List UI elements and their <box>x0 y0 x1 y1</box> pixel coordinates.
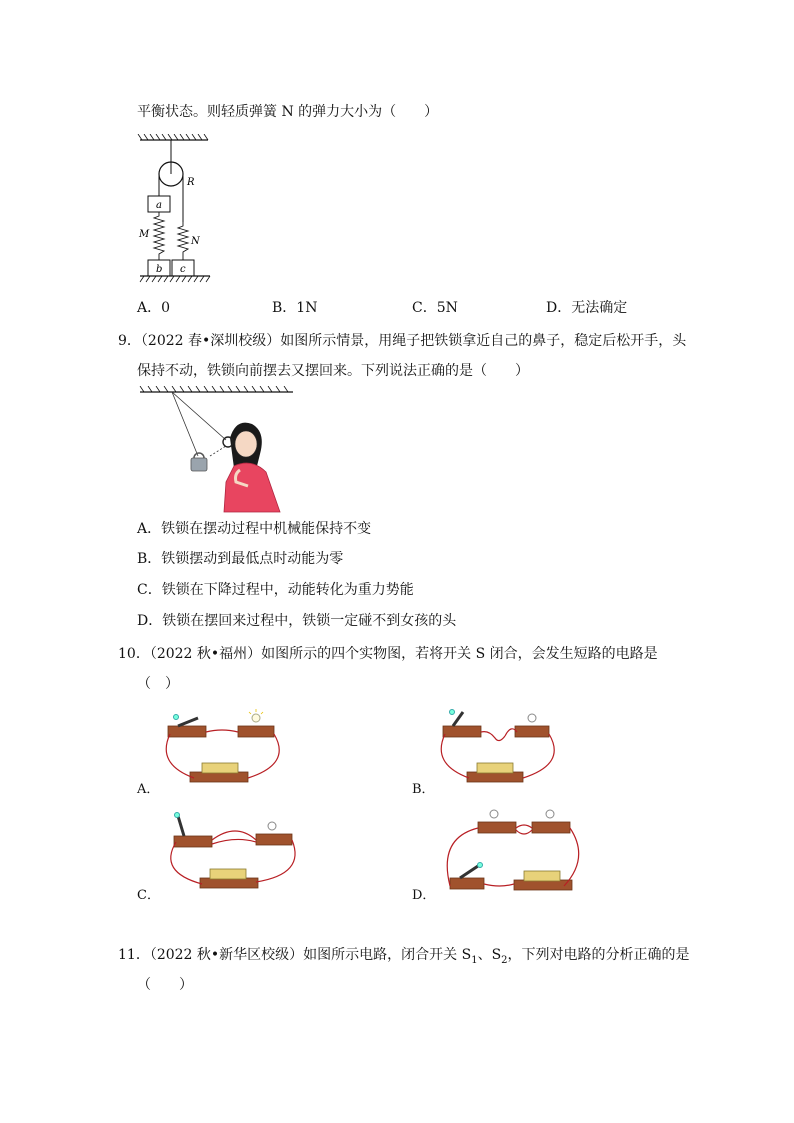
q10-label-b: B． <box>412 782 435 797</box>
label-R: R <box>187 177 195 188</box>
q10-label-c: C． <box>137 888 160 903</box>
q8-option-a: A．0 <box>137 300 171 316</box>
q9-stem-line1: 9．（2022 春•深圳校级）如图所示情景，用绳子把铁锁拿近自己的鼻子，稳定后松开手，头 <box>118 333 687 349</box>
q10-circuit-c <box>160 810 300 896</box>
q11-sub-1: 1 <box>471 954 478 966</box>
q9-pendulum-lock-figure <box>138 386 298 516</box>
q8-pulley-spring-figure <box>136 134 226 284</box>
q8-option-b: B．1N <box>272 300 318 316</box>
q9-option-b: B．铁锁摆动到最低点时动能为零 <box>137 551 344 567</box>
q10-circuit-a <box>160 706 285 792</box>
label-M: M <box>139 229 150 240</box>
q9-stem-line2: 保持不动，铁锁向前摆去又摆回来。下列说法正确的是（ ） <box>137 363 529 379</box>
q11-stem-suffix: ，下列对电路的分析正确的是 <box>507 947 690 963</box>
q11-stem-mid: 、S <box>477 947 502 963</box>
label-N: N <box>191 236 200 247</box>
q8-option-c: C．5N <box>412 300 458 316</box>
q10-label-a: A． <box>137 782 160 797</box>
q8-option-d: D．无法确定 <box>546 300 628 316</box>
q9-option-d: D．铁锁在摆回来过程中，铁锁一定碰不到女孩的头 <box>137 613 457 629</box>
q9-option-c: C．铁锁在下降过程中，动能转化为重力势能 <box>137 582 414 598</box>
label-c: c <box>180 264 186 275</box>
q10-circuit-d <box>438 808 583 898</box>
q10-label-d: D． <box>412 888 436 903</box>
label-a: a <box>156 200 162 211</box>
q11-stem-line1 <box>118 945 690 971</box>
q10-stem-line2: （ ） <box>137 676 179 692</box>
q10-stem-line1: 10．（2022 秋•福州）如图所示的四个实物图，若将开关 S 闭合，会发生短路的电路是 <box>118 646 658 662</box>
label-b: b <box>156 264 163 275</box>
q8-stem-tail: 平衡状态。则轻质弹簧 N 的弹力大小为（ ） <box>137 104 439 120</box>
q11-stem-prefix: 11．（2022 秋•新华区校级）如图所示电路，闭合开关 S <box>118 947 472 963</box>
q10-circuit-b <box>435 706 560 792</box>
q9-option-a: A．铁锁在摆动过程中机械能保持不变 <box>137 521 372 537</box>
q11-sub-2: 2 <box>501 954 508 966</box>
q11-stem-line2: （ ） <box>137 977 193 993</box>
